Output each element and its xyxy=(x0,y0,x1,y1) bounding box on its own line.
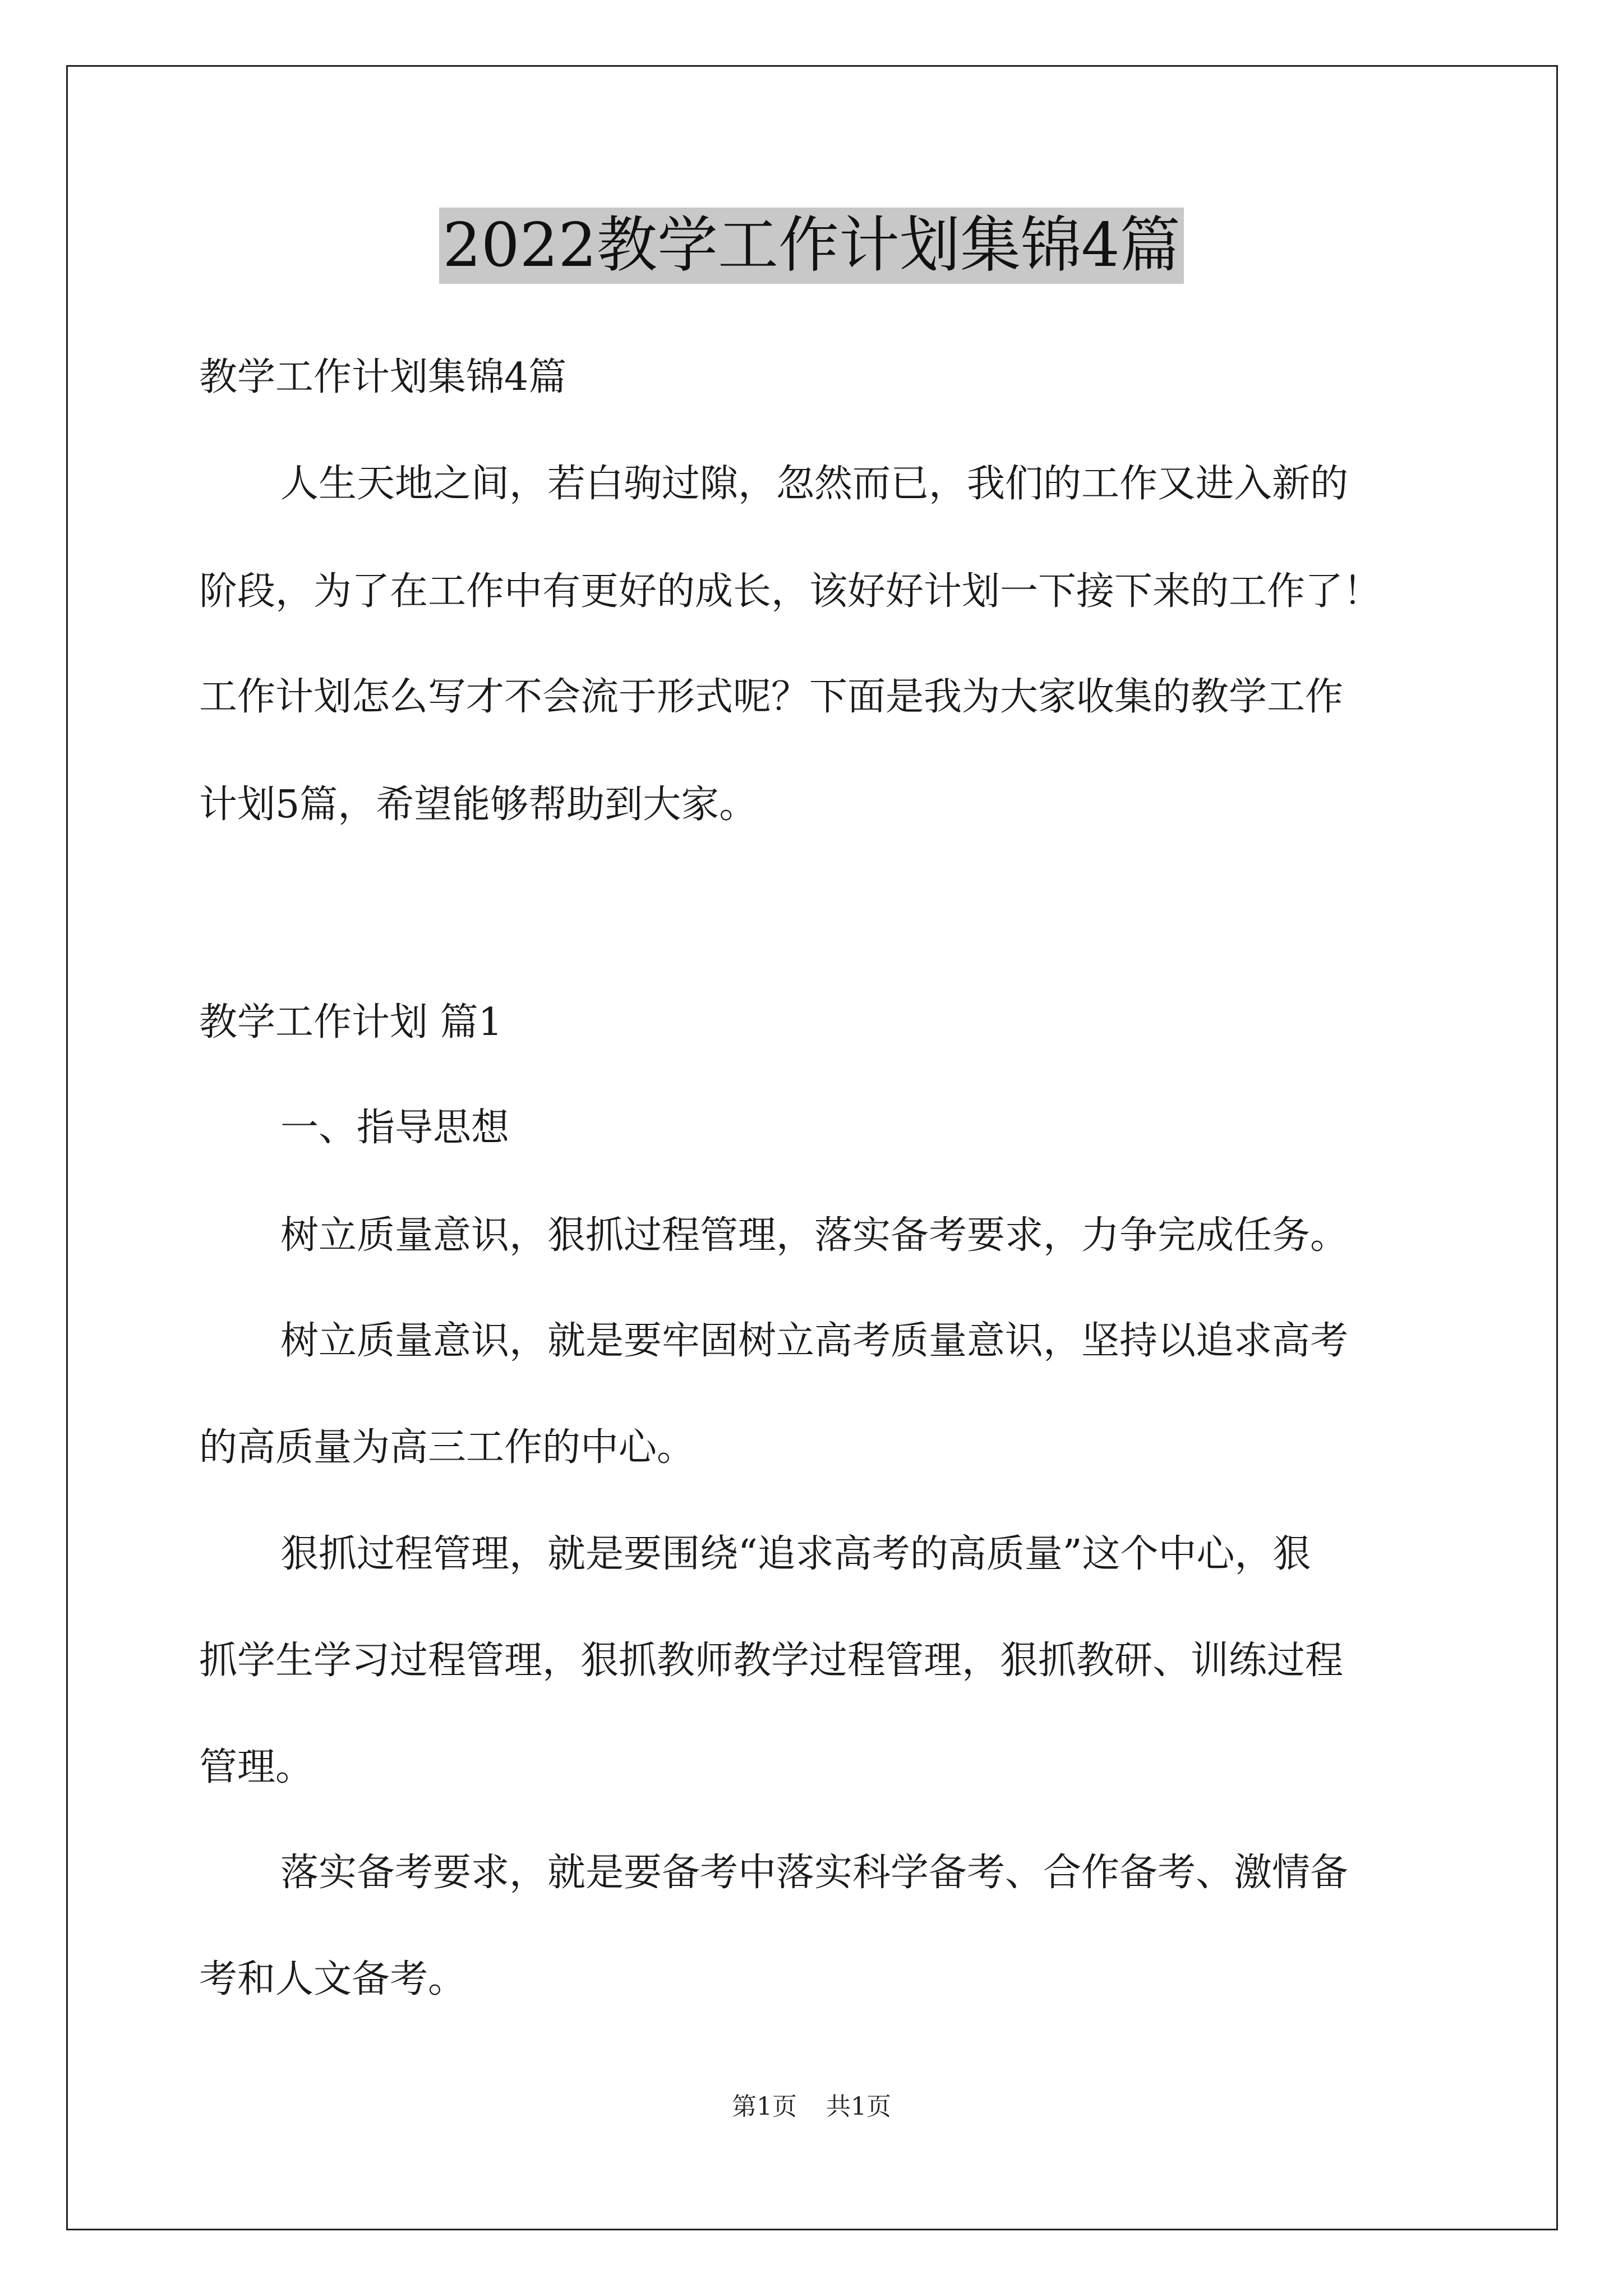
paragraph-line: 人生天地之间，若白驹过隙，忽然而已，我们的工作又进入新的 xyxy=(280,462,1349,506)
subsection-heading: 一、指导思想 xyxy=(280,1106,510,1150)
page-number: 第1页 xyxy=(732,2092,797,2121)
paragraph-line: 计划5篇，希望能够帮助到大家。 xyxy=(199,783,758,827)
document-title-text: 2022教学工作计划集锦4篇 xyxy=(439,208,1184,284)
paragraph-line: 考和人文备考。 xyxy=(199,1957,467,2001)
page-footer xyxy=(0,2091,1623,2123)
paragraph-line: 管理。 xyxy=(199,1745,314,1789)
paragraph-line: 树立质量意识，狠抓过程管理，落实备考要求，力争完成任务。 xyxy=(280,1213,1349,1258)
subtitle: 教学工作计划集锦4篇 xyxy=(199,355,567,399)
paragraph-line: 落实备考要求，就是要备考中落实科学备考、合作备考、激情备 xyxy=(280,1851,1349,1895)
paragraph-line: 狠抓过程管理，就是要围绕“追求高考的高质量”这个中心，狠 xyxy=(280,1532,1311,1576)
paragraph-line: 工作计划怎么写才不会流于形式呢？下面是我为大家收集的教学工作 xyxy=(199,675,1344,719)
document-title xyxy=(0,208,1623,284)
paragraph-line: 抓学生学习过程管理，狠抓教师教学过程管理，狠抓教研、训练过程 xyxy=(199,1639,1344,1683)
paragraph-line: 树立质量意识，就是要牢固树立高考质量意识，坚持以追求高考 xyxy=(280,1319,1349,1363)
section-heading: 教学工作计划 篇1 xyxy=(199,1000,502,1045)
page-total: 共1页 xyxy=(826,2092,891,2121)
paragraph-line: 的高质量为高三工作的中心。 xyxy=(199,1425,695,1470)
paragraph-line: 阶段，为了在工作中有更好的成长，该好好计划一下接下来的工作了！ xyxy=(199,569,1382,614)
